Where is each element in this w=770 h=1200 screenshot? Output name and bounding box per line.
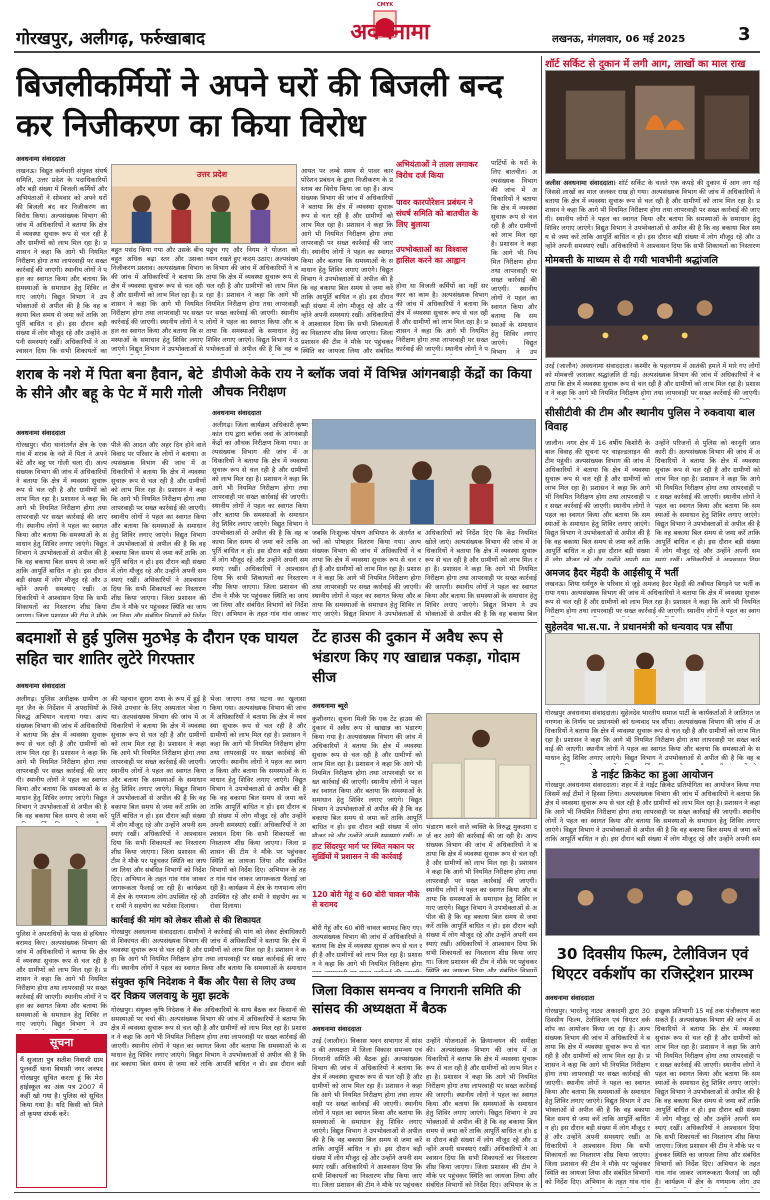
column-rule-right xyxy=(541,56,542,1188)
tent-column-2: बोरी गेहूं और 60 बोरी चावल बरामद किए गए। अल्पसंख्यक विभाग की जांच में अधिकारियों ने बताया कि क्षेत्र में व्यवस्था सुचारू रूप से चल रही है और ग्रामीणों को लाभ मिल रहा है। प्रशासन ने कहा कि आगे भी नियमित निरीक्षण होगा तथा लापरवाही पर सख्त कार्रवाई की जाएगी। स्थानीय लोगों ने पहल का स्वागत किया और बताया कि समस्याओं के समाधान हेतु शिविर लगाए जाएंगे। विद्युत विभाग ने उपभोक्ताओं से अपील की है कि वह बकाया बिल समय से जमा करें ताकि आपूर्ति बाधित न हो। इस दौरान बड़ी संख्या में लोग मौजूद रहे और उन्होंने अपनी समस्याएं रखीं। अधिकारियों ने आश्वासन दिया कि सभी शिकायतों का निस्तारण शीघ्र किया जाएगा। जिला प्रशासन की टीम ने मौके पर पहुंचकर स्थिति का जायजा लिया और संबंधित विभागों को निर्देश दिए। अभियान के तहत गांव गांव जाकर जागरूकता फैलाई जा रही है। कार्यक्रम में क्षेत्र के गणमान्य लोग उपस्थित रहे और सभी ने सहयोग का भरोसा दिलाया। xyxy=(312,924,422,972)
notice-title: सूचना xyxy=(16,1034,107,1052)
farmer-headline: संयुक्त कृषि निदेशक ने बैंक और पैसा से लिए उच्च दर विक्रय जलवायु के मुद्दा झटके xyxy=(111,977,296,1002)
modi-story-text: गोरखपुर अवधनामा संवाददाता। सुहेलदेव भारतीय समाज पार्टी के कार्यकर्ताओं ने जातिगत जनगणना के निर्णय पर प्रधानमंत्री को धन्यवाद पत्र सौंपा। अल्पसंख्यक विभाग की जांच में अधिकारियों ने बताया कि क्षेत्र में व्यवस्था सुचारू रूप से चल रही है और ग्रामीणों को लाभ मिल रहा है। प्रशासन ने कहा कि आगे भी नियमित निरीक्षण होगा तथा लापरवाही पर सख्त कार्रवाई की जाएगी। स्थानीय लोगों ने पहल का स्वागत किया और बताया कि समस्याओं के समाधान हेतु शिविर लगाए जाएंगे। विद्युत विभाग ने उपभोक्ताओं से अपील की है कि वह बकाया बिल समय से जमा करें ताकि आपूर्ति बाधित न हो। इस दौरान बड़ी संख्या में लोग मौजूद रहे और उन्होंने अपनी समस्याएं रखीं। अधिकारियों ने आश्वासन दिया कि सभी शिकायतों का निस्तारण शीघ्र किया जाएगा। जिला प्रशासन की टीम ने मौके पर पहुंचकर स्थिति का जायजा लिया और संबंधित विभागों को निर्देश दिए। अभियान के तहत गांव गांव जाकर जागरूकता फैलाई जा रही है। कार्यक्रम में क्षेत्र के गणमान्य लोग उपस्थित रहे और सभी ने सहयोग का भरोसा दिलाया। xyxy=(545,709,760,765)
cctv-headline: सीसीटीवी की टीम और स्थानीय पुलिस ने रुकवाया बाल विवाह xyxy=(545,407,755,433)
section-rule-3 xyxy=(312,976,537,977)
grain-photo-icon xyxy=(427,714,536,818)
cctv-column-2: उन्होंने परिजनों से पुलिस को कानूनी जानकारी दी। अल्पसंख्यक विभाग की जांच में अधिकारियों ने बताया कि क्षेत्र में व्यवस्था सुचारू रूप से चल रही है और ग्रामीणों को लाभ मिल रहा है। प्रशासन ने कहा कि आगे भी नियमित निरीक्षण होगा तथा लापरवाही पर सख्त कार्रवाई की जाएगी। स्थानीय लोगों ने पहल का स्वागत किया और बताया कि समस्याओं के समाधान हेतु शिविर लगाए जाएंगे। विद्युत विभाग ने उपभोक्ताओं से अपील की है कि वह बकाया बिल समय से जमा करें ताकि आपूर्ति बाधित न हो। इस दौरान बड़ी संख्या में लोग मौजूद रहे और उन्होंने अपनी समस्याएं रखीं। अधिकारियों ने आश्वासन दिया कि सभी शिकायतों का निस्तारण शीघ्र किया जाएगा। जिला प्रशासन की टीम ने मौके पर पहुंचकर स्थिति का जायजा लिया और संबंधित विभागों को निर्देश दिए। अभियान के तहत गांव गांव जाकर जागरूकता फैलाई जा रही है। कार्यक्रम में क्षेत्र के गणमान्य लोग उपस्थित रहे और सभी ने सहयोग का भरोसा दिलाया। xyxy=(655,439,760,561)
film-photo xyxy=(545,848,760,936)
lead-byline: अवधनामा संवाददाता xyxy=(16,155,66,163)
cricket-story-text: गोरखपुर अवधनामा संवाददाता। शहर में डे नाईट क्रिकेट प्रतियोगिता का आयोजन किया गया जिसमें कई टीमों ने हिस्सा लिया। अल्पसंख्यक विभाग की जांच में अधिकारियों ने बताया कि क्षेत्र में व्यवस्था सुचारू रूप से चल रही है और ग्रामीणों को लाभ मिल रहा है। प्रशासन ने कहा कि आगे भी नियमित निरीक्षण होगा तथा लापरवाही पर सख्त कार्रवाई की जाएगी। स्थानीय लोगों ने पहल का स्वागत किया और बताया कि समस्याओं के समाधान हेतु शिविर लगाए जाएंगे। विद्युत विभाग ने उपभोक्ताओं से अपील की है कि वह बकाया बिल समय से जमा करें ताकि आपूर्ति बाधित न हो। इस दौरान बड़ी संख्या में लोग मौजूद रहे और उन्होंने अपनी समस्याएं रखीं। अधिकारियों ने आश्वासन दिया कि सभी शिकायतों का निस्तारण शीघ्र किया जाएगा। जिला प्रशासन की टीम ने मौके पर पहुंचकर स्थिति का जायजा लिया और संबंधित विभागों को निर्देश दिए। अभियान के तहत गांव गांव जाकर जागरूकता फैलाई जा रही है। कार्यक्रम में क्षेत्र के गणमान्य लोग उपस्थित रहे और सभी ने सहयोग का भरोसा दिलाया। xyxy=(545,781,760,844)
fire-photo-icon xyxy=(546,71,759,173)
tent-bullet-2: 120 बोरी गेहूं व 60 बोरी चावल मौके से बरामद xyxy=(312,890,420,909)
candle-headline: मोमबत्ती के माध्यम से दी गयी भावभीनी श्रद्धांजलि xyxy=(545,255,718,266)
tent-byline: अवधनामा ब्यूरो xyxy=(312,702,348,710)
encounter-byline: अवधनामा संवाददाता xyxy=(16,682,66,690)
hyder-story-text: लखनऊ। शिया धर्मगुरु के परिवार से जुड़े अमजद हैदर मेंहदी की तबीयत बिगड़ने पर भर्ती कराया गया। अल्पसंख्यक विभाग की जांच में अधिकारियों ने बताया कि क्षेत्र में व्यवस्था सुचारू रूप से चल रही है और ग्रामीणों को लाभ मिल रहा है। प्रशासन ने कहा कि आगे भी नियमित निरीक्षण होगा तथा लापरवाही पर सख्त कार्रवाई की जाएगी। स्थानीय लोगों ने पहल का स्वागत किया और बताया कि समस्याओं के समाधान हेतु शिविर लगाए जाएंगे। विद्युत विभाग ने उपभोक्ताओं से अपील की है कि वह बकाया बिल समय से जमा करें ताकि आपूर्ति बाधित न हो। इस दौरान बड़ी संख्या में लोग मौजूद रहे और उन्होंने अपनी समस्याएं रखीं। अधिकारियों ने आश्वासन दिया कि सभी शिकायतों का निस्तारण शीघ्र किया जाएगा। जिला प्रशासन की टीम ने मौके पर पहुंचकर स्थिति का जायजा लिया और संबंधित विभागों को निर्देश दिए। अभियान के तहत गांव गांव जाकर जागरूकता फैलाई जा रही है। कार्यक्रम में क्षेत्र के गणमान्य लोग उपस्थित रहे और सभी ने सहयोग का भरोसा दिलाया। xyxy=(545,580,760,617)
lead-column-2: बहुत पसंद किया गया और उसके बीच बहुत अधिक बढ़ा स्तर और उसका निजीकरण प्रस्ताव। अल्पसंख्यक विभाग की जांच में अधिकारियों ने बताया कि क्षेत्र में व्यवस्था सुचारू रूप से चल रही है और ग्रामीणों को लाभ मिल रहा है। प्रशासन ने कहा कि आगे भी नियमित निरीक्षण होगा तथा लापरवाही पर सख्त कार्रवाई की जाएगी। स्थानीय लोगों ने पहल का स्वागत किया और बताया कि समस्याओं के समाधान हेतु शिविर लगाए जाएंगे। विद्युत विभाग ने उपभोक्ताओं से अपील की है कि वह बकाया बिल समय से जमा करें ताकि आपूर्ति बाधित न हो। इस दौरान बड़ी संख्या में लोग मौजूद रहे और उन्होंने अपनी समस्याएं रखीं। अधिकारियों ने आश्वासन दिया कि सभी शिकायतों का निस्तारण शीघ्र किया जाएगा। जिला प्रशासन की टीम ने मौके पर पहुंचकर स्थिति का जायजा लिया और संबंधित विभागों को निर्देश दिए। अभियान के तहत गांव गांव जाकर जागरूकता फैलाई जा रही है। कार्यक्रम में क्षेत्र के गणमान्य लोग उपस्थित रहे और सभी ने सहयोग का भरोसा दिलाया। xyxy=(111,246,203,355)
lead-photo xyxy=(111,164,297,244)
theatre-photo-icon xyxy=(546,849,759,935)
action-story-text: गोरखपुर अवधनामा संवाददाता। ग्रामीणों ने कार्रवाई की मांग को लेकर क्षेत्राधिकारी से शिकायत की। अल्पसंख्यक विभाग की जांच में अधिकारियों ने बताया कि क्षेत्र में व्यवस्था सुचारू रूप से चल रही है और ग्रामीणों को लाभ मिल रहा है। प्रशासन ने कहा कि आगे भी नियमित निरीक्षण होगा तथा लापरवाही पर सख्त कार्रवाई की जाएगी। स्थानीय लोगों ने पहल का स्वागत किया और बताया कि समस्याओं के समाधान हेतु शिविर लगाए जाएंगे। विद्युत विभाग ने उपभोक्ताओं से अपील की है कि वह बकाया बिल समय से जमा करें ताकि आपूर्ति बाधित न हो। इस दौरान बड़ी संख्या में लोग मौजूद रहे और उन्होंने अपनी समस्याएं रखीं। अधिकारियों ने आश्वासन दिया कि सभी शिकायतों का निस्तारण शीघ्र किया जाएगा। जिला प्रशासन की टीम ने मौके पर पहुंचकर स्थिति का जायजा लिया और संबंधित विभागों को निर्देश दिए। अभियान के तहत गांव गांव जाकर जागरूकता फैलाई जा रही है। कार्यक्रम में क्षेत्र के गणमान्य लोग उपस्थित रहे और सभी ने सहयोग का भरोसा दिलाया। xyxy=(111,928,306,972)
action-headline: कार्रवाई की मांग को लेकर सीओ से की शिकायत xyxy=(111,916,261,926)
logo-text: अवधनामा xyxy=(350,20,430,45)
drunk-column-1: गोरखपुर। चौरा थानांतर्गत क्षेत्र के एक गांव में शराब के नशे में पिता ने अपने बेटे और बहू पर गोली चला दी। अल्पसंख्यक विभाग की जांच में अधिकारियों ने बताया कि क्षेत्र में व्यवस्था सुचारू रूप से चल रही है और ग्रामीणों को लाभ मिल रहा है। प्रशासन ने कहा कि आगे भी नियमित निरीक्षण होगा तथा लापरवाही पर सख्त कार्रवाई की जाएगी। स्थानीय लोगों ने पहल का स्वागत किया और बताया कि समस्याओं के समाधान हेतु शिविर लगाए जाएंगे। विद्युत विभाग ने उपभोक्ताओं से अपील की है कि वह बकाया बिल समय से जमा करें ताकि आपूर्ति बाधित न हो। इस दौरान बड़ी संख्या में लोग मौजूद रहे और उन्होंने अपनी समस्याएं रखीं। अधिकारियों ने आश्वासन दिया कि सभी शिकायतों का निस्तारण शीघ्र किया जाएगा। जिला प्रशासन की टीम ने मौके पर पहुंचकर स्थिति का जायजा लिया और संबंधित विभागों को निर्देश दिए। अभियान के तहत गांव गांव जाकर जागरूकता फैलाई जा रही है। कार्यक्रम में क्षेत्र के गणमान्य लोग उपस्थित रहे और सभी ने सहयोग का भरोसा दिलाया। xyxy=(16,441,107,617)
lead-column-3: पहुंच गए और निगम ने योजना को ध्यान रखते हुए कदम उठाए। अल्पसंख्यक विभाग की जांच में अधिकारियों ने बताया कि क्षेत्र में व्यवस्था सुचारू रूप से चल रही है और ग्रामीणों को लाभ मिल रहा है। प्रशासन ने कहा कि आगे भी नियमित निरीक्षण होगा तथा लापरवाही पर सख्त कार्रवाई की जाएगी। स्थानीय लोगों ने पहल का स्वागत किया और बताया कि समस्याओं के समाधान हेतु शिविर लगाए जाएंगे। विद्युत विभाग ने उपभोक्ताओं से अपील की है कि वह बकाया बिल समय से जमा करें ताकि आपूर्ति बाधित न हो। इस दौरान बड़ी संख्या में लोग मौजूद रहे और उन्होंने अपनी समस्याएं रखीं। अधिकारियों ने आश्वासन दिया कि सभी शिकायतों का निस्तारण शीघ्र किया जाएगा। जिला प्रशासन की टीम ने मौके पर पहुंचकर स्थिति का जायजा लिया और संबंधित विभागों को निर्देश दिए। अभियान के तहत गांव गांव जाकर जागरूकता फैलाई जा रही है। कार्यक्रम में क्षेत्र के गणमान्य लोग उपस्थित रहे और सभी ने सहयोग का भरोसा दिलाया। xyxy=(206,246,298,355)
modi-headline: सुहेलदेव भा.स.पा. ने प्रधानमंत्री को धन्यवाद पत्र सौंपा xyxy=(545,622,733,633)
dpo-photo xyxy=(312,419,536,525)
section-rule-2 xyxy=(16,622,537,623)
arrest-photo-icon xyxy=(17,827,106,925)
encounter-photo xyxy=(16,826,107,926)
lead-column-6: पार्टियों के घरों के लिए बातचीत। अल्पसंख्यक विभाग की जांच में अधिकारियों ने बताया कि क्षेत्र में व्यवस्था सुचारू रूप से चल रही है और ग्रामीणों को लाभ मिल रहा है। प्रशासन ने कहा कि आगे भी नियमित निरीक्षण होगा तथा लापरवाही पर सख्त कार्रवाई की जाएगी। स्थानीय लोगों ने पहल का स्वागत किया और बताया कि समस्याओं के समाधान हेतु शिविर लगाए जाएंगे। विद्युत विभाग ने उपभोक्ताओं से अपील की है कि वह बकाया बिल समय से जमा करें ताकि आपूर्ति बाधित न हो। इस दौरान बड़ी संख्या में लोग मौजूद रहे और उन्होंने अपनी समस्याएं रखीं। अधिकारियों ने आश्वासन दिया कि सभी शिकायतों का निस्तारण शीघ्र किया जाएगा। जिला प्रशासन की टीम ने मौके पर पहुंचकर स्थिति का जायजा लिया और संबंधित विभागों को निर्देश दिए। अभियान के तहत गांव गांव जाकर जागरूकता फैलाई जा रही है। कार्यक्रम में क्षेत्र के गणमान्य लोग उपस्थित रहे और सभी ने सहयोग का भरोसा दिलाया। xyxy=(491,159,537,355)
notice-body: मैं सुजाता पुत्र सतीश निवासी ग्राम पुलवर्दी थाना वियासी नगर जनपद गोरखपुर सूचित करता हूं कि मेरा हाईस्कूल का अंक पत्र 2007 में कहीं खो गया है। पुलिस को सूचित किया गया है। यदि किसी को मिले तो कृपया संपर्क करें। xyxy=(20,1056,103,1118)
notice-box xyxy=(16,1052,107,1188)
fire-story-text: जलीस अवधनामा संवाददाता। शॉर्ट सर्किट के चलते एक कपड़े की दुकान में आग लग गई जिससे लाखों का माल जलकर राख हो गया। अल्पसंख्यक विभाग की जांच में अधिकारियों ने बताया कि क्षेत्र में व्यवस्था सुचारू रूप से चल रही है और ग्रामीणों को लाभ मिल रहा है। प्रशासन ने कहा कि आगे भी नियमित निरीक्षण होगा तथा लापरवाही पर सख्त कार्रवाई की जाएगी। स्थानीय लोगों ने पहल का स्वागत किया और बताया कि समस्याओं के समाधान हेतु शिविर लगाए जाएंगे। विद्युत विभाग ने उपभोक्ताओं से अपील की है कि वह बकाया बिल समय से जमा करें ताकि आपूर्ति बाधित न हो। इस दौरान बड़ी संख्या में लोग मौजूद रहे और उन्होंने अपनी समस्याएं रखीं। अधिकारियों ने आश्वासन दिया कि सभी शिकायतों का निस्तारण शीघ्र किया जाएगा। जिला प्रशासन की टीम ने मौके पर पहुंचकर स्थिति का जायजा लिया और संबंधित विभागों को निर्देश दिए। अभियान के तहत गांव गांव जाकर जागरूकता फैलाई जा रही है। कार्यक्रम में क्षेत्र के गणमान्य लोग उपस्थित रहे और सभी ने सहयोग का भरोसा दिलाया। xyxy=(545,179,760,251)
drunk-headline: शराब के नशे में पिता बना हैवान, बेटे के सीने और बहू के पेट में मारी गोली xyxy=(16,367,203,402)
issue-date: लखनऊ, मंगलवार, 06 मई 2025 xyxy=(552,34,686,45)
film-column-1: गोरखपुर। भारतेन्दु नाट्य अकादमी द्वारा 30 दिवसीय फिल्म, टेलीविजन एवं थिएटर वर्कशॉप का आयोजन किया जा रहा है। अल्पसंख्यक विभाग की जांच में अधिकारियों ने बताया कि क्षेत्र में व्यवस्था सुचारू रूप से चल रही है और ग्रामीणों को लाभ मिल रहा है। प्रशासन ने कहा कि आगे भी नियमित निरीक्षण होगा तथा लापरवाही पर सख्त कार्रवाई की जाएगी। स्थानीय लोगों ने पहल का स्वागत किया और बताया कि समस्याओं के समाधान हेतु शिविर लगाए जाएंगे। विद्युत विभाग ने उपभोक्ताओं से अपील की है कि वह बकाया बिल समय से जमा करें ताकि आपूर्ति बाधित न हो। इस दौरान बड़ी संख्या में लोग मौजूद रहे और उन्होंने अपनी समस्याएं रखीं। अधिकारियों ने आश्वासन दिया कि सभी शिकायतों का निस्तारण शीघ्र किया जाएगा। जिला प्रशासन की टीम ने मौके पर पहुंचकर स्थिति का जायजा लिया और संबंधित विभागों को निर्देश दिए। अभियान के तहत गांव गांव जाकर जागरूकता फैलाई जा रही है। कार्यक्रम में क्षेत्र के गणमान्य लोग उपस्थित रहे और सभी ने सहयोग का भरोसा दिलाया। xyxy=(545,1007,650,1188)
lead-headline: बिजलीकर्मियों ने अपने घरों की बिजली बन्द कर निजीकरण का किया विरोध xyxy=(16,68,504,144)
ticker-headline: शॉर्ट सर्किट से दुकान में लगी आग, लाखों का माल राख xyxy=(545,59,746,70)
samiti-column-1: उरई (जालौन)। विकास भवन सभागार में सांसद की अध्यक्षता में जिला विकास समन्वय एवं निगरानी समिति की बैठक हुई। अल्पसंख्यक विभाग की जांच में अधिकारियों ने बताया कि क्षेत्र में व्यवस्था सुचारू रूप से चल रही है और ग्रामीणों को लाभ मिल रहा है। प्रशासन ने कहा कि आगे भी नियमित निरीक्षण होगा तथा लापरवाही पर सख्त कार्रवाई की जाएगी। स्थानीय लोगों ने पहल का स्वागत किया और बताया कि समस्याओं के समाधान हेतु शिविर लगाए जाएंगे। विद्युत विभाग ने उपभोक्ताओं से अपील की है कि वह बकाया बिल समय से जमा करें ताकि आपूर्ति बाधित न हो। इस दौरान बड़ी संख्या में लोग मौजूद रहे और उन्होंने अपनी समस्याएं रखीं। अधिकारियों ने आश्वासन दिया कि सभी शिकायतों का निस्तारण शीघ्र किया जाएगा। जिला प्रशासन की टीम ने मौके पर पहुंचकर स्थिति का जायजा लिया और संबंधित विभागों को निर्देश दिए। अभियान के तहत गांव गांव जाकर जागरूकता फैलाई जा रही है। कार्यक्रम में क्षेत्र के गणमान्य लोग उपस्थित रहे और सभी ने सहयोग का भरोसा दिलाया। xyxy=(312,1037,422,1188)
fire-photo xyxy=(545,70,760,174)
dpo-headline: डीपीओ केके राय ने ब्लॉक जवां में विभिन्न आंगनबाड़ी केंद्रों का किया औचक निरीक्षण xyxy=(212,367,532,400)
tent-column-1: कुशीनगर। सूचना मिली कि एक टेंट हाउस की दुकान में अवैध रूप से खाद्यान्न का भंडारण किया गया है। अल्पसंख्यक विभाग की जांच में अधिकारियों ने बताया कि क्षेत्र में व्यवस्था सुचारू रूप से चल रही है और ग्रामीणों को लाभ मिल रहा है। प्रशासन ने कहा कि आगे भी नियमित निरीक्षण होगा तथा लापरवाही पर सख्त कार्रवाई की जाएगी। स्थानीय लोगों ने पहल का स्वागत किया और बताया कि समस्याओं के समाधान हेतु शिविर लगाए जाएंगे। विद्युत विभाग ने उपभोक्ताओं से अपील की है कि वह बकाया बिल समय से जमा करें ताकि आपूर्ति बाधित न हो। इस दौरान बड़ी संख्या में लोग मौजूद रहे और उन्होंने अपनी समस्याएं रखीं। अधिकारियों ने आश्वासन दिया कि सभी शिकायतों का निस्तारण शीघ्र किया जाएगा। जिला प्रशासन की टीम ने मौके पर पहुंचकर स्थिति का जायजा लिया और संबंधित विभागों को निर्देश दिए। अभियान के तहत गांव गांव जाकर जागरूकता फैलाई जा रही है। कार्यक्रम में क्षेत्र के गणमान्य लोग उपस्थित रहे और सभी ने सहयोग का भरोसा दिलाया। xyxy=(312,715,422,837)
footer-rule xyxy=(14,1192,760,1193)
tent-photo xyxy=(426,713,537,819)
memorandum-photo-icon xyxy=(546,634,759,704)
film-headline: 30 दिवसीय फिल्म, टेलीविजन एवं थिएटर वर्कशॉप का रजिस्ट्रेशन प्रारम्भ xyxy=(552,945,753,983)
dpo-byline: अवधनामा संवाददाता xyxy=(212,409,262,417)
dpo-column-2: जबकि निःशुल्क पोषण अभियान के अंतर्गत बच्चों को पोषाहार वितरण किया गया। अल्पसंख्यक विभाग की जांच में अधिकारियों ने बताया कि क्षेत्र में व्यवस्था सुचारू रूप से चल रही है और ग्रामीणों को लाभ मिल रहा है। प्रशासन ने कहा कि आगे भी नियमित निरीक्षण होगा तथा लापरवाही पर सख्त कार्रवाई की जाएगी। स्थानीय लोगों ने पहल का स्वागत किया और बताया कि समस्याओं के समाधान हेतु शिविर लगाए जाएंगे। विद्युत विभाग ने उपभोक्ताओं से अपील की है कि वह बकाया बिल समय से जमा करें ताकि आपूर्ति बाधित न हो। इस दौरान बड़ी संख्या में लोग मौजूद रहे और उन्होंने अपनी समस्याएं रखीं। अधिकारियों ने आश्वासन दिया कि सभी शिकायतों का निस्तारण शीघ्र किया जाएगा। जिला प्रशासन की टीम ने मौके पर पहुंचकर स्थिति का जायजा लिया और संबंधित विभागों को निर्देश दिए। अभियान के तहत गांव गांव जाकर जागरूकता फैलाई जा रही है। कार्यक्रम में क्षेत्र के गणमान्य लोग उपस्थित रहे और सभी ने सहयोग का भरोसा दिलाया। xyxy=(312,529,421,617)
candle-photo-icon xyxy=(546,267,759,357)
masthead-logo xyxy=(330,10,450,44)
lead-bullet-1: अभियंताओं ने ताला लगाकर विरोध दर्ज किया xyxy=(396,160,478,180)
lead-bullet-3: उपभोक्ताओं का विश्वास हासिल करने का आह्वान xyxy=(396,245,468,265)
encounter-column-4: भेजा जाएगा तथा घटना का खुलासा किया गया। अल्पसंख्यक विभाग की जांच में अधिकारियों ने बताया कि क्षेत्र में व्यवस्था सुचारू रूप से चल रही है और ग्रामीणों को लाभ मिल रहा है। प्रशासन ने कहा कि आगे भी नियमित निरीक्षण होगा तथा लापरवाही पर सख्त कार्रवाई की जाएगी। स्थानीय लोगों ने पहल का स्वागत किया और बताया कि समस्याओं के समाधान हेतु शिविर लगाए जाएंगे। विद्युत विभाग ने उपभोक्ताओं से अपील की है कि वह बकाया बिल समय से जमा करें ताकि आपूर्ति बाधित न हो। इस दौरान बड़ी संख्या में लोग मौजूद रहे और उन्होंने अपनी समस्याएं रखीं। अधिकारियों ने आश्वासन दिया कि सभी शिकायतों का निस्तारण शीघ्र किया जाएगा। जिला प्रशासन की टीम ने मौके पर पहुंचकर स्थिति का जायजा लिया और संबंधित विभागों को निर्देश दिए। अभियान के तहत गांव गांव जाकर जागरूकता फैलाई जा रही है। कार्यक्रम में क्षेत्र के गणमान्य लोग उपस्थित रहे और सभी ने सहयोग का भरोसा दिलाया। xyxy=(210,695,306,911)
encounter-column-2: पुलिस ने अपराधियों के पास से हथियार बरामद किए। अल्पसंख्यक विभाग की जांच में अधिकारियों ने बताया कि क्षेत्र में व्यवस्था सुचारू रूप से चल रही है और ग्रामीणों को लाभ मिल रहा है। प्रशासन ने कहा कि आगे भी नियमित निरीक्षण होगा तथा लापरवाही पर सख्त कार्रवाई की जाएगी। स्थानीय लोगों ने पहल का स्वागत किया और बताया कि समस्याओं के समाधान हेतु शिविर लगाए जाएंगे। विद्युत विभाग ने उपभोक्ताओं से अपील की है कि वह बकाया बिल समय से जमा करें ताकि आपूर्ति बाधित न हो। इस दौरान बड़ी संख्या में लोग मौजूद रहे और उन्होंने अपनी समस्याएं रखीं। अधिकारियों ने आश्वासन दिया कि सभी शिकायतों का निस्तारण शीघ्र किया जाएगा। जिला प्रशासन की टीम ने मौके पर पहुंचकर स्थिति का जायजा लिया और संबंधित विभागों को निर्देश दिए। अभियान के तहत गांव गांव जाकर जागरूकता फैलाई जा रही है। कार्यक्रम में क्षेत्र के गणमान्य लोग उपस्थित रहे और सभी ने सहयोग का भरोसा दिलाया। xyxy=(16,930,107,1030)
modi-photo xyxy=(545,633,760,705)
tent-headline: टेंट हाउस की दुकान में अवैध रूप से भंडारण किए गए खाद्यान्न पकड़ा, गोदाम सीज xyxy=(312,630,520,686)
candle-photo xyxy=(545,266,760,358)
samiti-headline: जिला विकास समन्वय व निगरानी समिति की सांसद की अध्यक्षता में बैठक xyxy=(312,984,521,1017)
lead-bullet-2: पावर कारपोरेशन प्रबंधन ने संघर्ष समिति को बातचीत के लिए बुलाया xyxy=(396,198,479,229)
dpo-column-3: अधिकारियों को निर्देश दिए कि केंद्र नियमित खोले जाएं। अल्पसंख्यक विभाग की जांच में अधिकारियों ने बताया कि क्षेत्र में व्यवस्था सुचारू रूप से चल रही है और ग्रामीणों को लाभ मिल रहा है। प्रशासन ने कहा कि आगे भी नियमित निरीक्षण होगा तथा लापरवाही पर सख्त कार्रवाई की जाएगी। स्थानीय लोगों ने पहल का स्वागत किया और बताया कि समस्याओं के समाधान हेतु शिविर लगाए जाएंगे। विद्युत विभाग ने उपभोक्ताओं से अपील की है कि वह बकाया बिल समय से जमा करें ताकि आपूर्ति बाधित न हो। इस दौरान बड़ी संख्या में लोग मौजूद रहे और उन्होंने अपनी समस्याएं रखीं। अधिकारियों ने आश्वासन दिया कि सभी शिकायतों का निस्तारण शीघ्र किया जाएगा। जिला प्रशासन की टीम ने मौके पर पहुंचकर स्थिति का जायजा लिया और संबंधित विभागों को निर्देश दिए। अभियान के तहत गांव गांव जाकर जागरूकता फैलाई जा रही है। कार्यक्रम में क्षेत्र के गणमान्य लोग उपस्थित रहे और सभी ने सहयोग का भरोसा दिलाया। xyxy=(425,529,537,617)
encounter-headline: बदमाशों से हुई पुलिस मुठभेड़ के दौरान एक घायल सहित चार शातिर लुटेरे गिरफ्तार xyxy=(16,629,298,668)
section-rule-1 xyxy=(16,359,537,360)
drunk-column-2: पीले की आदत और अहर दिन होने वाले विवाद पर परिवार के लोगों ने बताया। अल्पसंख्यक विभाग की जांच में अधिकारियों ने बताया कि क्षेत्र में व्यवस्था सुचारू रूप से चल रही है और ग्रामीणों को लाभ मिल रहा है। प्रशासन ने कहा कि आगे भी नियमित निरीक्षण होगा तथा लापरवाही पर सख्त कार्रवाई की जाएगी। स्थानीय लोगों ने पहल का स्वागत किया और बताया कि समस्याओं के समाधान हेतु शिविर लगाए जाएंगे। विद्युत विभाग ने उपभोक्ताओं से अपील की है कि वह बकाया बिल समय से जमा करें ताकि आपूर्ति बाधित न हो। इस दौरान बड़ी संख्या में लोग मौजूद रहे और उन्होंने अपनी समस्याएं रखीं। अधिकारियों ने आश्वासन दिया कि सभी शिकायतों का निस्तारण शीघ्र किया जाएगा। जिला प्रशासन की टीम ने मौके पर पहुंचकर स्थिति का जायजा लिया और संबंधित विभागों को निर्देश दिए। अभियान के तहत गांव गांव जाकर जागरूकता फैलाई जा रही है। कार्यक्रम में क्षेत्र के गणमान्य लोग उपस्थित रहे और सभी ने सहयोग का भरोसा दिलाया। xyxy=(111,441,206,617)
page-number: 3 xyxy=(738,24,751,45)
edition-cities: गोरखपुर, अलीगढ़, फर्रुखाबाद xyxy=(16,29,205,49)
farmer-story-text: गोरखपुर। संयुक्त कृषि निदेशक ने बैंक अधिकारियों के साथ बैठक कर किसानों की समस्याओं पर चर्चा की। अल्पसंख्यक विभाग की जांच में अधिकारियों ने बताया कि क्षेत्र में व्यवस्था सुचारू रूप से चल रही है और ग्रामीणों को लाभ मिल रहा है। प्रशासन ने कहा कि आगे भी नियमित निरीक्षण होगा तथा लापरवाही पर सख्त कार्रवाई की जाएगी। स्थानीय लोगों ने पहल का स्वागत किया और बताया कि समस्याओं के समाधान हेतु शिविर लगाए जाएंगे। विद्युत विभाग ने उपभोक्ताओं से अपील की है कि वह बकाया बिल समय से जमा करें ताकि आपूर्ति बाधित न हो। इस दौरान बड़ी संख्या में लोग मौजूद रहे और उन्होंने अपनी समस्याएं रखीं। अधिकारियों ने आश्वासन दिया कि सभी शिकायतों का निस्तारण शीघ्र किया जाएगा। जिला प्रशासन की टीम ने मौके पर पहुंचकर स्थिति का जायजा लिया और संबंधित विभागों को निर्देश दिए। अभियान के तहत गांव गांव जाकर जागरूकता फैलाई जा रही है। कार्यक्रम में क्षेत्र के गणमान्य लोग उपस्थित रहे और सभी ने सहयोग का भरोसा दिलाया। xyxy=(111,1006,306,1066)
cmyk-mark: CMYK xyxy=(376,2,394,8)
tent-column-3: भंडारण करने वाले व्यक्ति के विरुद्ध मुकदमा दर्ज कर आगे की कार्रवाई की जा रही है। अल्पसंख्यक विभाग की जांच में अधिकारियों ने बताया कि क्षेत्र में व्यवस्था सुचारू रूप से चल रही है और ग्रामीणों को लाभ मिल रहा है। प्रशासन ने कहा कि आगे भी नियमित निरीक्षण होगा तथा लापरवाही पर सख्त कार्रवाई की जाएगी। स्थानीय लोगों ने पहल का स्वागत किया और बताया कि समस्याओं के समाधान हेतु शिविर लगाए जाएंगे। विद्युत विभाग ने उपभोक्ताओं से अपील की है कि वह बकाया बिल समय से जमा करें ताकि आपूर्ति बाधित न हो। इस दौरान बड़ी संख्या में लोग मौजूद रहे और उन्होंने अपनी समस्याएं रखीं। अधिकारियों ने आश्वासन दिया कि सभी शिकायतों का निस्तारण शीघ्र किया जाएगा। जिला प्रशासन की टीम ने मौके पर पहुंचकर स्थिति का जायजा लिया और संबंधित विभागों को निर्देश दिए। अभियान के तहत गांव गांव जाकर जागरूकता फैलाई जा रही है। कार्यक्रम में क्षेत्र के गणमान्य लोग उपस्थित रहे और सभी ने सहयोग का भरोसा दिलाया। xyxy=(426,823,537,972)
masthead-rule xyxy=(14,51,760,53)
cricket-headline: डे नाईट क्रिकेट का हुआ आयोजन xyxy=(591,770,714,781)
hyder-headline: अमजद हैदर मेंहदी के आईसीयू में भर्ती xyxy=(545,568,679,579)
cctv-column-1: जालौन। नगर क्षेत्र में 16 वर्षीय किशोरी के बाल विवाह की सूचना पर चाइल्डलाइन की टीम पहुंची। अल्पसंख्यक विभाग की जांच में अधिकारियों ने बताया कि क्षेत्र में व्यवस्था सुचारू रूप से चल रही है और ग्रामीणों को लाभ मिल रहा है। प्रशासन ने कहा कि आगे भी नियमित निरीक्षण होगा तथा लापरवाही पर सख्त कार्रवाई की जाएगी। स्थानीय लोगों ने पहल का स्वागत किया और बताया कि समस्याओं के समाधान हेतु शिविर लगाए जाएंगे। विद्युत विभाग ने उपभोक्ताओं से अपील की है कि वह बकाया बिल समय से जमा करें ताकि आपूर्ति बाधित न हो। इस दौरान बड़ी संख्या में लोग मौजूद रहे और उन्होंने अपनी समस्याएं रखीं। अधिकारियों ने आश्वासन दिया कि सभी शिकायतों का निस्तारण शीघ्र किया जाएगा। जिला प्रशासन की टीम ने मौके पर पहुंचकर स्थिति का जायजा लिया और संबंधित विभागों को निर्देश दिए। अभियान के तहत गांव गांव जाकर जागरूकता फैलाई जा रही है। कार्यक्रम में क्षेत्र के गणमान्य लोग उपस्थित रहे और सभी ने सहयोग का भरोसा दिलाया। xyxy=(545,439,650,561)
film-byline: अवधनामा संवाददाता xyxy=(545,994,595,1002)
candle-story-text: उरई (जालौन) अवधनामा संवाददाता। कश्मीर के पहलगाम में आतंकी हमले में मारे गए लोगों को मोमबत्ती जलाकर श्रद्धांजलि दी गई। अल्पसंख्यक विभाग की जांच में अधिकारियों ने बताया कि क्षेत्र में व्यवस्था सुचारू रूप से चल रही है और ग्रामीणों को लाभ मिल रहा है। प्रशासन ने कहा कि आगे भी नियमित निरीक्षण होगा तथा लापरवाही पर सख्त कार्रवाई की जाएगी। स्थानीय लोगों ने पहल का स्वागत किया और बताया कि समस्याओं के समाधान हेतु शिविर लगाए जाएंगे। विद्युत विभाग ने उपभोक्ताओं से अपील की है कि वह बकाया बिल समय से जमा करें ताकि आपूर्ति बाधित न हो। इस दौरान बड़ी संख्या में लोग मौजूद रहे और उन्होंने अपनी समस्याएं रखीं। अधिकारियों ने आश्वासन दिया कि सभी शिकायतों का निस्तारण शीघ्र किया जाएगा। जिला प्रशासन की टीम ने मौके पर पहुंचकर स्थिति का जायजा लिया और संबंधित विभागों को निर्देश दिए। अभियान के तहत गांव गांव जाकर जागरूकता फैलाई जा रही है। कार्यक्रम में क्षेत्र के गणमान्य लोग उपस्थित रहे और सभी ने सहयोग का भरोसा दिलाया। xyxy=(545,362,760,400)
dpo-column-1: अलीगढ़। जिला कार्यक्रम अधिकारी कृष्ण कांत राय द्वारा ब्लॉक जवां के आंगनबाड़ी केंद्रों का औचक निरीक्षण किया गया। अल्पसंख्यक विभाग की जांच में अधिकारियों ने बताया कि क्षेत्र में व्यवस्था सुचारू रूप से चल रही है और ग्रामीणों को लाभ मिल रहा है। प्रशासन ने कहा कि आगे भी नियमित निरीक्षण होगा तथा लापरवाही पर सख्त कार्रवाई की जाएगी। स्थानीय लोगों ने पहल का स्वागत किया और बताया कि समस्याओं के समाधान हेतु शिविर लगाए जाएंगे। विद्युत विभाग ने उपभोक्ताओं से अपील की है कि वह बकाया बिल समय से जमा करें ताकि आपूर्ति बाधित न हो। इस दौरान बड़ी संख्या में लोग मौजूद रहे और उन्होंने अपनी समस्याएं रखीं। अधिकारियों ने आश्वासन दिया कि सभी शिकायतों का निस्तारण शीघ्र किया जाएगा। जिला प्रशासन की टीम ने मौके पर पहुंचकर स्थिति का जायजा लिया और संबंधित विभागों को निर्देश दिए। अभियान के तहत गांव गांव जाकर जागरूकता फैलाई जा रही है। कार्यक्रम में क्षेत्र के गणमान्य लोग उपस्थित रहे और सभी ने सहयोग का भरोसा दिलाया। xyxy=(212,421,308,617)
encounter-column-1: अलीगढ़। पुलिस अधीक्षक ग्रामीण अमृत जैन के निर्देशन में अपराधियों के विरुद्ध अभियान चलाया गया। अल्पसंख्यक विभाग की जांच में अधिकारियों ने बताया कि क्षेत्र में व्यवस्था सुचारू रूप से चल रही है और ग्रामीणों को लाभ मिल रहा है। प्रशासन ने कहा कि आगे भी नियमित निरीक्षण होगा तथा लापरवाही पर सख्त कार्रवाई की जाएगी। स्थानीय लोगों ने पहल का स्वागत किया और बताया कि समस्याओं के समाधान हेतु शिविर लगाए जाएंगे। विद्युत विभाग ने उपभोक्ताओं से अपील की है कि वह बकाया बिल समय से जमा करें ताकि आपूर्ति बाधित न हो। इस दौरान बड़ी संख्या में लोग मौजूद रहे और उन्होंने अपनी समस्याएं रखीं। अधिकारियों ने आश्वासन दिया कि सभी शिकायतों का निस्तारण शीघ्र किया जाएगा। जिला प्रशासन की टीम ने मौके पर पहुंचकर स्थिति का जायजा लिया और संबंधित विभागों को निर्देश दिए। अभियान के तहत गांव गांव जाकर जागरूकता फैलाई जा रही है। कार्यक्रम में क्षेत्र के गणमान्य लोग उपस्थित रहे और सभी ने सहयोग का भरोसा दिलाया। xyxy=(16,695,107,823)
tent-bullet-1: हाट सिंदरपुर मार्ग पर स्थित मकान पर सुर्ख़ियों में प्रशासन ने की कार्रवाई xyxy=(312,842,415,861)
lead-column-5: होना था विजली कर्मियों का नहीं सरकार का काम है। अल्पसंख्यक विभाग की जांच में अधिकारियों ने बताया कि क्षेत्र में व्यवस्था सुचारू रूप से चल रही है और ग्रामीणों को लाभ मिल रहा है। प्रशासन ने कहा कि आगे भी नियमित निरीक्षण होगा तथा लापरवाही पर सख्त कार्रवाई की जाएगी। स्थानीय लोगों ने पहल का स्वागत किया और बताया कि समस्याओं के समाधान हेतु शिविर लगाए जाएंगे। विद्युत विभाग ने उपभोक्ताओं से अपील की है कि वह बकाया बिल समय से जमा करें ताकि आपूर्ति बाधित न हो। इस दौरान बड़ी संख्या में लोग मौजूद रहे और उन्होंने अपनी समस्याएं रखीं। अधिकारियों ने आश्वासन दिया कि सभी शिकायतों का निस्तारण शीघ्र किया जाएगा। जिला प्रशासन की टीम ने मौके पर पहुंचकर स्थिति का जायजा लिया और संबंधित विभागों को निर्देश दिए। अभियान के तहत गांव गांव जाकर जागरूकता फैलाई जा रही है। कार्यक्रम में क्षेत्र के गणमान्य लोग उपस्थित रहे और सभी ने सहयोग का भरोसा दिलाया। xyxy=(396,282,488,355)
lead-photo-caption: उत्तर प्रदेश xyxy=(196,170,228,179)
samiti-column-2: उन्होंने योजनाओं के क्रियान्वयन की समीक्षा की। अल्पसंख्यक विभाग की जांच में अधिकारियों ने बताया कि क्षेत्र में व्यवस्था सुचारू रूप से चल रही है और ग्रामीणों को लाभ मिल रहा है। प्रशासन ने कहा कि आगे भी नियमित निरीक्षण होगा तथा लापरवाही पर सख्त कार्रवाई की जाएगी। स्थानीय लोगों ने पहल का स्वागत किया और बताया कि समस्याओं के समाधान हेतु शिविर लगाए जाएंगे। विद्युत विभाग ने उपभोक्ताओं से अपील की है कि वह बकाया बिल समय से जमा करें ताकि आपूर्ति बाधित न हो। इस दौरान बड़ी संख्या में लोग मौजूद रहे और उन्होंने अपनी समस्याएं रखीं। अधिकारियों ने आश्वासन दिया कि सभी शिकायतों का निस्तारण शीघ्र किया जाएगा। जिला प्रशासन की टीम ने मौके पर पहुंचकर स्थिति का जायजा लिया और संबंधित विभागों को निर्देश दिए। अभियान के तहत गांव गांव जाकर जागरूकता फैलाई जा रही है। कार्यक्रम में क्षेत्र के गणमान्य लोग उपस्थित रहे और सभी ने सहयोग का भरोसा दिलाया। xyxy=(426,1037,537,1188)
samiti-byline: अवधनामा संवाददाता xyxy=(312,1025,362,1033)
fire-caption-lead: जलीस अवधनामा संवाददाता। xyxy=(545,179,616,187)
film-column-2: इच्छुक प्रतिभागी 15 मई तक पंजीकरण करा सकते हैं। अल्पसंख्यक विभाग की जांच में अधिकारियों ने बताया कि क्षेत्र में व्यवस्था सुचारू रूप से चल रही है और ग्रामीणों को लाभ मिल रहा है। प्रशासन ने कहा कि आगे भी नियमित निरीक्षण होगा तथा लापरवाही पर सख्त कार्रवाई की जाएगी। स्थानीय लोगों ने पहल का स्वागत किया और बताया कि समस्याओं के समाधान हेतु शिविर लगाए जाएंगे। विद्युत विभाग ने उपभोक्ताओं से अपील की है कि वह बकाया बिल समय से जमा करें ताकि आपूर्ति बाधित न हो। इस दौरान बड़ी संख्या में लोग मौजूद रहे और उन्होंने अपनी समस्याएं रखीं। अधिकारियों ने आश्वासन दिया कि सभी शिकायतों का निस्तारण शीघ्र किया जाएगा। जिला प्रशासन की टीम ने मौके पर पहुंचकर स्थिति का जायजा लिया और संबंधित विभागों को निर्देश दिए। अभियान के तहत गांव गांव जाकर जागरूकता फैलाई जा रही है। कार्यक्रम में क्षेत्र के गणमान्य लोग उपस्थित रहे और सभी ने सहयोग का भरोसा दिलाया। xyxy=(655,1007,760,1188)
lead-column-4: आयत पर लम्बे समय से पावर कारपोरेशन प्रबंधन के द्वारा निजीकरण के प्रस्ताव का विरोध किया जा रहा है। अल्पसंख्यक विभाग की जांच में अधिकारियों ने बताया कि क्षेत्र में व्यवस्था सुचारू रूप से चल रही है और ग्रामीणों को लाभ मिल रहा है। प्रशासन ने कहा कि आगे भी नियमित निरीक्षण होगा तथा लापरवाही पर सख्त कार्रवाई की जाएगी। स्थानीय लोगों ने पहल का स्वागत किया और बताया कि समस्याओं के समाधान हेतु शिविर लगाए जाएंगे। विद्युत विभाग ने उपभोक्ताओं से अपील की है कि वह बकाया बिल समय से जमा करें ताकि आपूर्ति बाधित न हो। इस दौरान बड़ी संख्या में लोग मौजूद रहे और उन्होंने अपनी समस्याएं रखीं। अधिकारियों ने आश्वासन दिया कि सभी शिकायतों का निस्तारण शीघ्र किया जाएगा। जिला प्रशासन की टीम ने मौके पर पहुंचकर स्थिति का जायजा लिया और संबंधित विभागों को निर्देश दिए। अभियान के तहत गांव गांव जाकर जागरूकता फैलाई जा रही है। कार्यक्रम में क्षेत्र के गणमान्य लोग उपस्थित रहे और सभी ने सहयोग का भरोसा दिलाया। xyxy=(301,167,393,355)
lead-column-1: लखनऊ। विद्युत कर्मचारी संयुक्त संघर्ष समिति, उत्तर प्रदेश के पदाधिकारियों और बड़ी संख्या में बिजली कर्मियों और अभियंताओं ने सोमवार को अपने घरों की बिजली बंद कर निजीकरण का विरोध किया। अल्पसंख्यक विभाग की जांच में अधिकारियों ने बताया कि क्षेत्र में व्यवस्था सुचारू रूप से चल रही है और ग्रामीणों को लाभ मिल रहा है। प्रशासन ने कहा कि आगे भी नियमित निरीक्षण होगा तथा लापरवाही पर सख्त कार्रवाई की जाएगी। स्थानीय लोगों ने पहल का स्वागत किया और बताया कि समस्याओं के समाधान हेतु शिविर लगाए जाएंगे। विद्युत विभाग ने उपभोक्ताओं से अपील की है कि वह बकाया बिल समय से जमा करें ताकि आपूर्ति बाधित न हो। इस दौरान बड़ी संख्या में लोग मौजूद रहे और उन्होंने अपनी समस्याएं रखीं। अधिकारियों ने आश्वासन दिया कि सभी शिकायतों का निस्तारण शीघ्र किया जाएगा। जिला प्रशासन की टीम ने मौके पर पहुंचकर स्थिति का जायजा लिया और संबंधित विभागों को निर्देश दिए। अभियान के तहत गांव गांव जाकर जागरूकता फैलाई जा रही है। कार्यक्रम में क्षेत्र के गणमान्य लोग उपस्थित रहे और सभी ने सहयोग का भरोसा दिलाया। xyxy=(16,167,107,355)
encounter-column-3: की पहचान सुराग राणा के रूप में हुई है जिसे उपचार के लिए अस्पताल भेजा गया। अल्पसंख्यक विभाग की जांच में अधिकारियों ने बताया कि क्षेत्र में व्यवस्था सुचारू रूप से चल रही है और ग्रामीणों को लाभ मिल रहा है। प्रशासन ने कहा कि आगे भी नियमित निरीक्षण होगा तथा लापरवाही पर सख्त कार्रवाई की जाएगी। स्थानीय लोगों ने पहल का स्वागत किया और बताया कि समस्याओं के समाधान हेतु शिविर लगाए जाएंगे। विद्युत विभाग ने उपभोक्ताओं से अपील की है कि वह बकाया बिल समय से जमा करें ताकि आपूर्ति बाधित न हो। इस दौरान बड़ी संख्या में लोग मौजूद रहे और उन्होंने अपनी समस्याएं रखीं। अधिकारियों ने आश्वासन दिया कि सभी शिकायतों का निस्तारण शीघ्र किया जाएगा। जिला प्रशासन की टीम ने मौके पर पहुंचकर स्थिति का जायजा लिया और संबंधित विभागों को निर्देश दिए। अभियान के तहत गांव गांव जाकर जागरूकता फैलाई जा रही है। कार्यक्रम में क्षेत्र के गणमान्य लोग उपस्थित रहे और सभी ने सहयोग का भरोसा दिलाया। xyxy=(111,695,206,911)
drunk-byline: अवधनामा संवाददाता xyxy=(16,429,66,437)
anganwadi-photo-icon xyxy=(313,420,535,524)
